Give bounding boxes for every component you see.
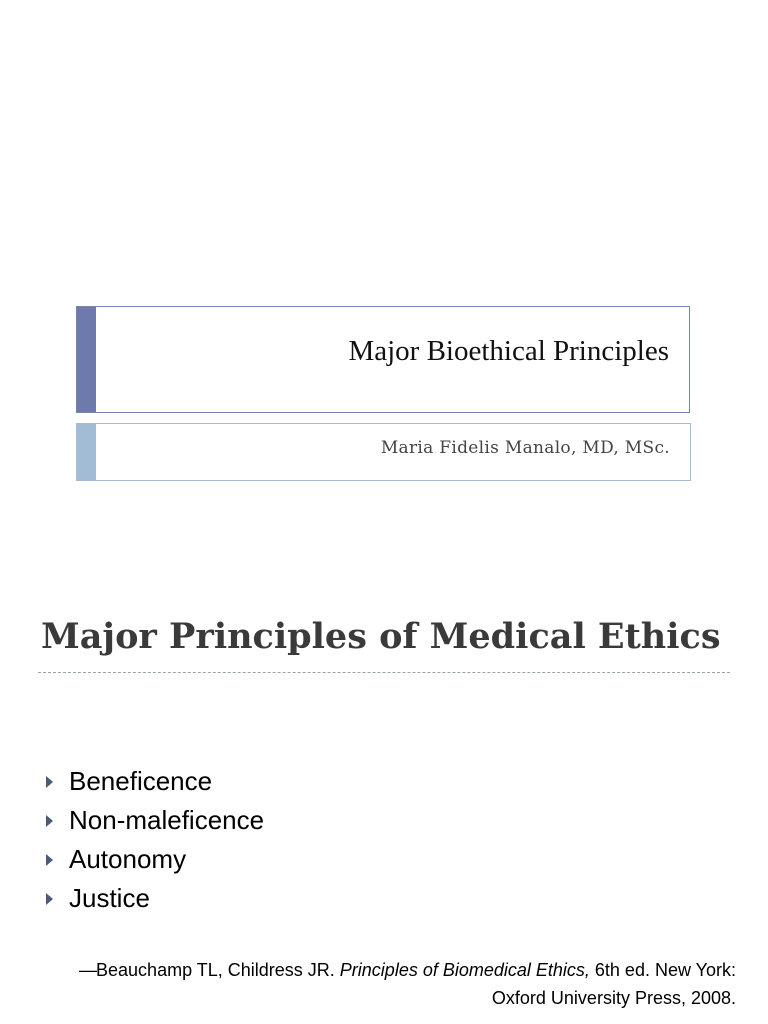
citation-line-1 [79, 956, 736, 984]
title-box [76, 306, 690, 413]
heading-divider [38, 672, 730, 673]
citation-authors: Beauchamp TL, Childress JR. [96, 960, 340, 980]
slide-title: Major Bioethical Principles [348, 335, 669, 367]
triangle-bullet-icon [46, 815, 53, 827]
citation [79, 956, 736, 1012]
citation-edition: 6th ed. New York: [589, 960, 736, 980]
subtitle-box [76, 423, 691, 481]
slide-heading: Major Principles of Medical Ethics [41, 616, 721, 657]
triangle-bullet-icon [46, 854, 53, 866]
slide-subtitle: Maria Fidelis Manalo, MD, MSc. [380, 438, 670, 458]
list-item-label: Autonomy [69, 844, 187, 874]
list-item [46, 879, 264, 918]
triangle-bullet-icon [46, 893, 53, 905]
list-item-label: Justice [69, 883, 150, 913]
list-item [46, 762, 264, 801]
title-accent-bar [77, 307, 96, 412]
triangle-bullet-icon [46, 776, 53, 788]
content-slide [0, 576, 768, 1024]
citation-dash: — [79, 960, 97, 980]
list-item-label: Non-maleficence [69, 805, 265, 835]
list-item [46, 801, 264, 840]
subtitle-accent-bar [77, 424, 96, 480]
citation-book-title: Principles of Biomedical Ethics, [339, 960, 590, 980]
list-item-label: Beneficence [69, 766, 213, 796]
principles-list [46, 762, 264, 918]
citation-publisher: Oxford University Press, 2008. [491, 988, 736, 1008]
list-item [46, 840, 264, 879]
